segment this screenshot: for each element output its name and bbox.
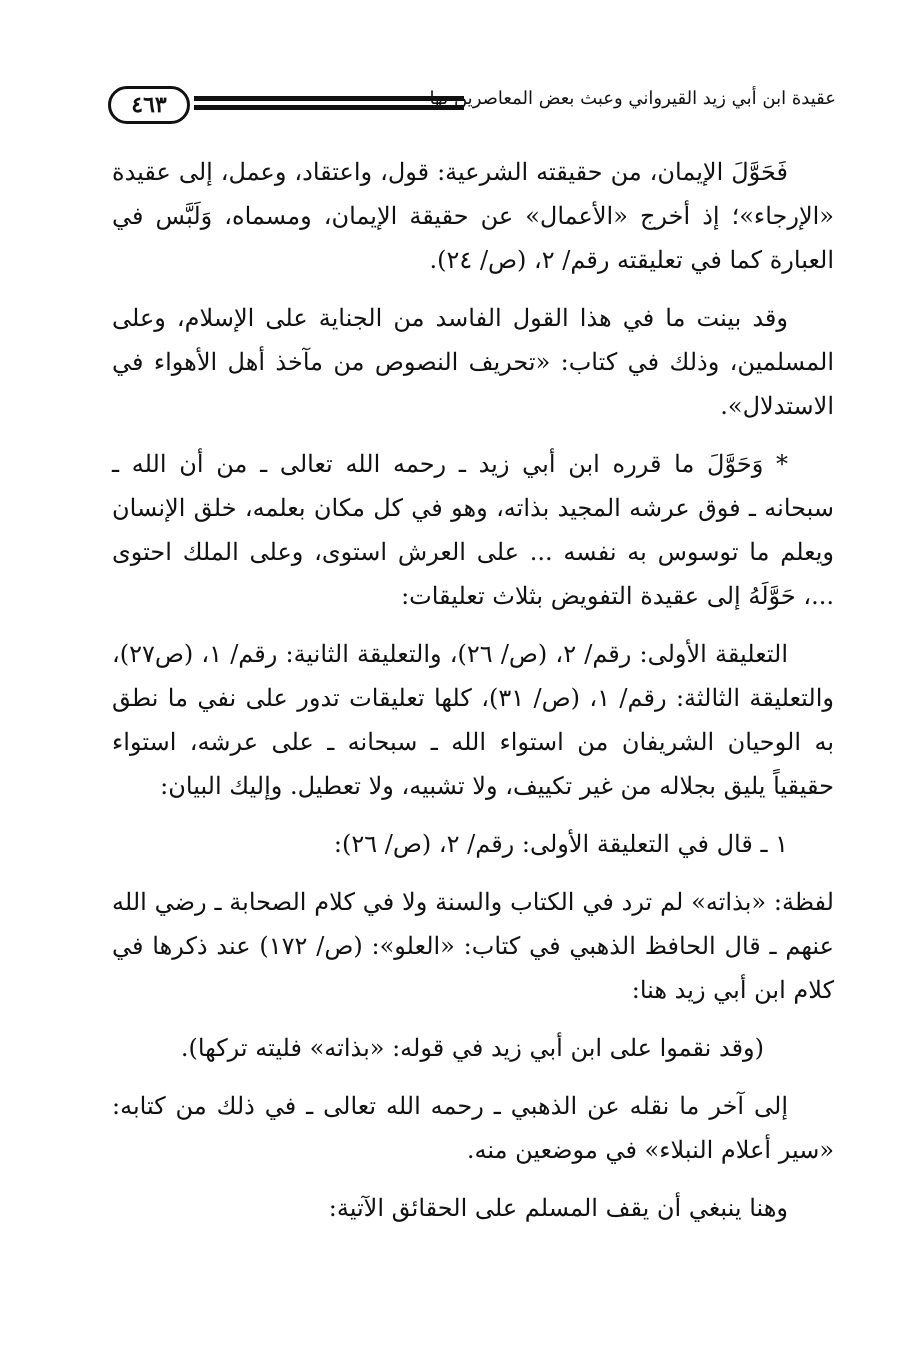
body-text [112,150,834,1244]
header-rule-bottom [194,105,464,110]
numbered-item: ١ ـ قال في التعليقة الأولى: رقم/ ٢، (ص/ ٢٦): [333,830,788,858]
running-header [108,86,836,130]
paragraph: إلى آخر ما نقله عن الذهبي ـ رحمه الله تعالى ـ في ذلك من كتابه: «سير أعلام النبلاء» في موضعين منه. [112,1092,834,1164]
paragraph: لفظة: «بذاته» لم ترد في الكتاب والسنة ولا في كلام الصحابة ـ رضي الله عنهم ـ قال الحافظ الذهبي في كتاب: «العلو»: (ص/ ١٧٢) عند ذكرها في كلام ابن أبي زيد هنا: [112,888,834,1004]
quotation: (وقد نقموا على ابن أبي زيد في قوله: «بذاته» فليته تركها). [180,1034,764,1062]
page-number: ٤٦٣ [108,86,190,124]
header-rule-top [194,96,464,101]
paragraph: فَحَوَّلَ الإيمان، من حقيقته الشرعية: قول، واعتقاد، وعمل، إلى عقيدة «الإرجاء»؛ إذ أخرج «الأعمال» عن حقيقة الإيمان، ومسماه، وَلَبَّس في العبارة كما في تعليقته رقم/ ٢، (ص/ ٢٤). [112,158,834,274]
running-title: عقيدة ابن أبي زيد القيرواني وعبث بعض المعاصرين بها [429,88,836,109]
paragraph: وهنا ينبغي أن يقف المسلم على الحقائق الآتية: [328,1194,788,1222]
paragraph: * وَحَوَّلَ ما قرره ابن أبي زيد ـ رحمه الله تعالى ـ من أن الله ـ سبحانه ـ فوق عرشه المجيد بذاته، وهو في كل مكان بعلمه، خلق الإنسان ويعلم ما توسوس به نفسه ... على العرش استوى، وعلى الملك احتوى ...، حَوَّلَهُ إلى عقيدة التفويض بثلاث تعليقات: [112,450,834,610]
paragraph: التعليقة الأولى: رقم/ ٢، (ص/ ٢٦)، والتعليقة الثانية: رقم/ ١، (ص٢٧)، والتعليقة الثالثة: رقم/ ١، (ص/ ٣١)، كلها تعليقات تدور على نفي ما نطق به الوحيان الشريفان من استواء الله ـ سبحانه ـ على عرشه، استواء حقيقياً يليق بجلاله من غير تكييف، ولا تشبيه، ولا تعطيل. وإليك البيان: [112,640,834,800]
paragraph: وقد بينت ما في هذا القول الفاسد من الجناية على الإسلام، وعلى المسلمين، وذلك في كتاب: «تحريف النصوص من مآخذ أهل الأهواء في الاستدلال». [112,304,834,420]
